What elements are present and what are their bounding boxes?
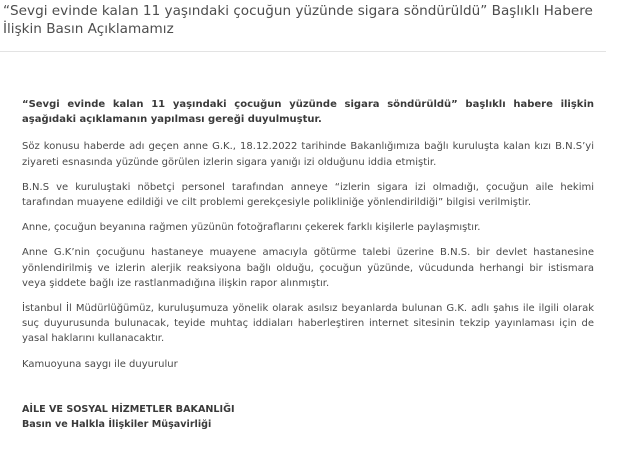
signature-organization: AİLE VE SOSYAL HİZMETLER BAKANLIĞI: [22, 403, 235, 415]
body-paragraph-5: İstanbul İl Müdürlüğümüz, kuruluşumuza yönelik olarak asılsız beyanlarda bulunan G.K. adlı şahıs ile ilgili olarak suç duyurusunda bulunacak, teyide muhtaç iddiaları haberleştiren internet sitesinin tekzip yayınlaması için de yasal haklarını kullanacaktır.: [22, 303, 594, 345]
body-paragraph-1: Söz konusu haberde adı geçen anne G.K., 18.12.2022 tarihinde Bakanlığımıza bağlı kuruluşta kalan kızı B.N.S’yi ziyareti esnasında yüzünde görülen izlerin sigara yanığı izi olduğunu iddia etmiştir.: [22, 141, 594, 168]
page-title: “Sevgi evinde kalan 11 yaşındaki çocuğun yüzünde sigara söndürüldü” Başlıklı Habere İlişkin Basın Açıklamamız: [3, 3, 593, 37]
closing-line: Kamuoyuna saygı ile duyurulur: [22, 358, 178, 370]
body-paragraph-4: Anne G.K’nin çocuğunu hastaneye muayene amacıyla götürme talebi üzerine B.N.S. bir devlet hastanesine yönlendirilmiş ve izlerin alerjik reaksiyona bağlı olduğu, çocuğun yüzünde, vücudunda herhangi bir istismara veya şiddete bağlı ize rastlanmadığına ilişkin rapor alınmıştır.: [22, 247, 594, 289]
title-divider: [0, 51, 606, 52]
article-body: [22, 97, 594, 432]
lead-paragraph: “Sevgi evinde kalan 11 yaşındaki çocuğun yüzünde sigara söndürüldü” başlıklı habere ilişkin aşağıdaki açıklamanın yapılması gereği duyulmuştur.: [22, 99, 594, 126]
body-paragraph-3: Anne, çocuğun beyanına rağmen yüzünün fotoğraflarını çekerek farklı kişilerle paylaşmıştır.: [22, 222, 481, 234]
body-paragraph-2: B.N.S ve kuruluştaki nöbetçi personel tarafından anneye “izlerin sigara izi olmadığı, çocuğun aile hekimi tarafından muayene edildiği ve cilt problemi gerekçesiyle polikliniğe yönlendirildiği” bilgisi verilmiştir.: [22, 181, 594, 209]
signature-department: Basın ve Halkla İlişkiler Müşavirliği: [22, 419, 212, 431]
